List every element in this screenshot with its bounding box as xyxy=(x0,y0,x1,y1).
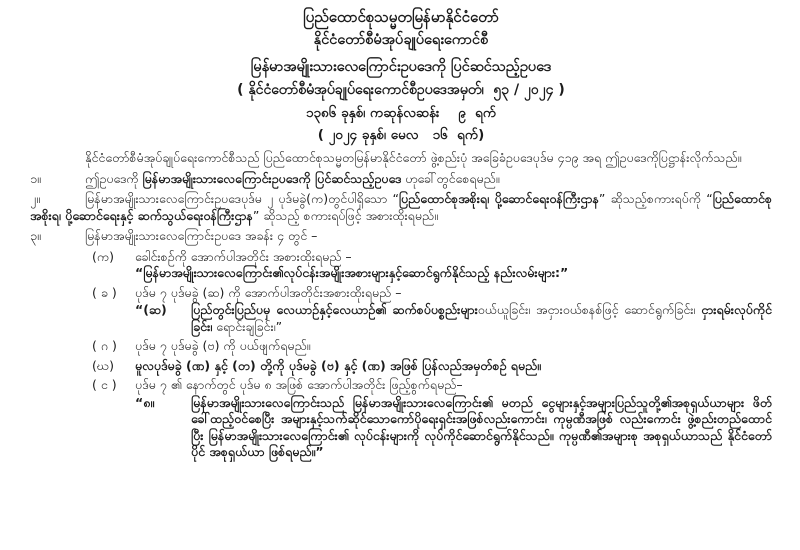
subsection-kha-quote-label: “(ဆ) xyxy=(135,302,167,317)
section-1 xyxy=(30,171,772,188)
section-2-new-term: ပြည်ထောင်စုအစိုးရ၊ ပို့ဆောင်ရေးနှင့် ဆက်သွယ်ရေးဝန်ကြီးဌာန xyxy=(30,191,772,223)
law-number-line: ( နိုင်ငံတော်စီမံအုပ်ချုပ်ရေးကောင်စီဥပဒေအမှတ်၊ ၅၃ / ၂၀၂၄ ) xyxy=(237,82,565,98)
subsection-gha-text: မူလပုဒ်မခွဲ (ဏ) နှင့် (တ) တို့ကို ပုဒ်မခွဲ (ဗ) နှင့် (ဏ) အဖြစ် ပြန်လည်အမှတ်စဉ် ရမည်။ xyxy=(135,357,541,373)
subsection-nga-quote-block xyxy=(135,395,772,461)
subsection-kha-instruction: ပုဒ်မ ၇ ပုဒ်မခွဲ (ဆ) ကို အောက်ပါအတိုင်းအစားထိုးရမည် – xyxy=(135,284,402,300)
quote-regular-run-2: ရောင်းချခြင်း၊” xyxy=(212,318,283,334)
subsection-ka-quoted-heading xyxy=(135,265,772,282)
subsection-nga-quote-text xyxy=(191,395,772,461)
subsection-ka-instruction: ခေါင်းစဉ်ကို အောက်ပါအတိုင်း အစားထိုးရမည် – xyxy=(135,248,352,264)
section-2-text-2: ” ဆိုသည့်စကားရပ်ကို “ xyxy=(598,191,713,206)
section-1-number: ၁။ xyxy=(30,170,41,186)
section-1-text-post: ဟုခေါ်တွင်စေရမည်။ xyxy=(401,170,500,186)
subsection-nga-instruction: ပုဒ်မ ၇ ၏ နောက်တွင် ပုဒ်မ ၈ အဖြစ် အောက်ပါအတိုင်း ဖြည့်စွက်ရမည်– xyxy=(135,377,463,392)
section-3 xyxy=(30,228,772,245)
section-3-subsections xyxy=(92,249,772,461)
subsection-gha-instruction xyxy=(135,358,772,375)
subsection-nga-label: ( င ) xyxy=(92,377,117,392)
subsection-gha xyxy=(92,358,772,375)
gregorian-date: ( ၂၀၂၄ ခုနှစ်၊ မေလ ၁၆ ရက်) xyxy=(317,127,485,143)
document-body xyxy=(30,150,772,461)
section-2-number: ၂။ xyxy=(30,191,40,206)
subsection-kha-quote-block xyxy=(135,302,772,335)
section-3-number: ၃။ xyxy=(30,228,41,243)
quote-bold-run-2: ငှားရမ်းလုပ်ကိုင်ခြင်း၊ xyxy=(191,302,772,334)
section-2-old-term: ပြည်ထောင်စုအစိုးရ၊ ပို့ဆောင်ရေးဝန်ကြီးဌာန xyxy=(398,191,599,206)
subsection-kha-label: ( ခ ) xyxy=(92,284,117,300)
section-1-law-short-title: မြန်မာအမျိုးသားလေကြောင်းဥပဒေကို ပြင်ဆင်သည့်ဥပဒေ xyxy=(142,170,402,186)
law-title: မြန်မာအမျိုးသားလေကြောင်းဥပဒေကို ပြင်ဆင်သည့်ဥပဒေ xyxy=(250,59,552,75)
document-header xyxy=(30,6,772,146)
subsection-ka-quote-text: “မြန်မာအမျိုးသားလေကြောင်း၏လုပ်ငန်းအမျိုးအစားများနှင့်ဆောင်ရွက်နိုင်သည့် နည်းလမ်းများ:” xyxy=(135,265,569,280)
section-1-text-pre: ဤဥပဒေကို xyxy=(85,170,143,186)
section-2-text-3: ” ဆိုသည့် စကားရပ်ဖြင့် အစားထိုးရမည်။ xyxy=(252,207,438,223)
quote-bold-run-1: ပြည်တွင်းပြည်ပမှ လေယာဉ်နှင့်လေယာဉ်၏ ဆက်စပ်ပစ္စည်းများ xyxy=(191,302,478,317)
new-section-8-text: မြန်မာအမျိုးသားလေကြောင်းသည် မြန်မာအမျိုးသားလေကြောင်း၏ မတည် ငွေများနှင့်အများပြည်သူတို့၏အစုရှယ်ယာများ ဖိတ်ခေါ်ထည့်ဝင်စေပြီး အများနှင့်သက်ဆိုင်သောကော်ပိုရေးရှင်းအဖြစ်လည်းကောင်း၊ ကုမ္ပဏီအဖြစ် လည်းကောင်း ဖွဲ့စည်းတည်ထောင်ပြီး မြန်မာအမျိုးသားလေကြောင်း၏ လုပ်ငန်းများကို လုပ်ကိုင်ဆောင်ရွက်နိုင်သည်။ ကုမ္ပဏီ၏အများစု အစုရှယ်ယာသည် နိုင်ငံတော်ပိုင် အစုရှယ်ယာ ဖြစ်ရမည်။” xyxy=(191,394,772,459)
subsection-ga xyxy=(92,338,772,355)
preamble-paragraph: နိုင်ငံတော်စီမံအုပ်ချုပ်ရေးကောင်စီသည် ပြည်ထောင်စုသမ္မတမြန်မာနိုင်ငံတော် ဖွဲ့စည်းပုံ အခြေခံဥပဒေပုဒ်မ ၄၁၉ အရ ဤဥပဒေကိုပြဋ္ဌာန်းလိုက်သည်။ xyxy=(85,150,742,165)
subsection-gha-label: (ဃ) xyxy=(92,357,114,373)
section-3-intro: မြန်မာအမျိုးသားလေကြောင်းဥပဒေ အခန်း ၄ တွင် – xyxy=(85,228,318,243)
subsection-nga-quote-label: “၈။ xyxy=(135,394,155,410)
subsection-ka-label: (က) xyxy=(92,248,114,264)
subsection-nga xyxy=(92,377,772,461)
subsection-kha xyxy=(92,285,772,336)
section-2-text-1: မြန်မာအမျိုးသားလေကြောင်းဥပဒေပုဒ်မ ၂ ပုဒ်မခွဲ(က)တွင်ပါရှိသော “ xyxy=(85,191,399,206)
header-council-title: နိုင်ငံတော်စီမံအုပ်ချုပ်ရေးကောင်စီ xyxy=(313,32,489,48)
quote-regular-run-1: ဝယ်ယူခြင်း၊ အငှားဝယ်စနစ်ဖြင့် ဆောင်ရွက်ခြင်း၊ xyxy=(477,302,702,317)
subsection-kha-content xyxy=(135,285,772,336)
subsection-kha-quote-text xyxy=(191,302,772,335)
header-country-title: ပြည်ထောင်စုသမ္မတမြန်မာနိုင်ငံတော် xyxy=(303,8,499,26)
section-2 xyxy=(30,191,772,224)
subsection-ga-instruction: ပုဒ်မ ၇ ပုဒ်မခွဲ (ဗ) ကို ပယ်ဖျက်ရမည်။ xyxy=(135,338,311,353)
myanmar-calendar-date: ၁၃၈၆ ခုနှစ်၊ ကဆုန်လဆန်း ၉ ရက် xyxy=(305,105,497,121)
subsection-ka-content xyxy=(135,249,772,282)
subsection-ga-label: ( ဂ ) xyxy=(92,338,117,353)
subsection-ka xyxy=(92,249,772,282)
subsection-nga-content xyxy=(135,377,772,461)
